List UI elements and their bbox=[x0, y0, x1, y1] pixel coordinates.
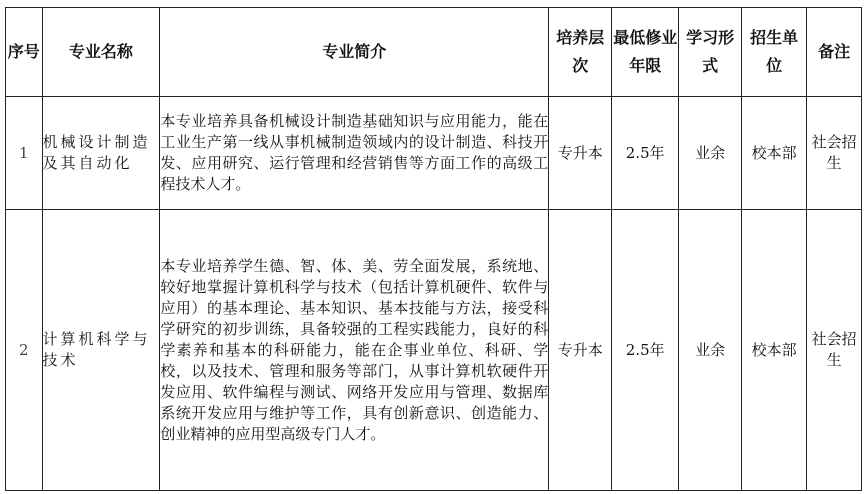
table-row bbox=[6, 210, 862, 491]
header-name: 专业名称 bbox=[42, 8, 160, 97]
header-row bbox=[6, 8, 862, 97]
cell-major-intro: 本专业培养学生德、智、体、美、劳全面发展，系统地、较好地掌握计算机科学与技术（包括计算机硬件、软件与应用）的基本理论、基本知识、基本技能与方法，接受科学研究的初步训练，具备较强的工程实践能力，良好的科学素养和基本的科研能力，能在企事业单位、科研、学校，以及技术、管理和服务等部门，从事计算机软硬件开发应用、软件编程与测试、网络开发应用与管理、数据库系统开发应用与维护等工作，具有创新意识、创造能力、创业精神的应用型高级专门人才。 bbox=[160, 210, 549, 491]
cell-seq: 2 bbox=[6, 210, 43, 491]
cell-years: 2.5年 bbox=[612, 97, 679, 210]
cell-level: 专升本 bbox=[549, 97, 612, 210]
cell-seq: 1 bbox=[6, 97, 43, 210]
header-intro: 专业简介 bbox=[160, 8, 549, 97]
header-level: 培养层次 bbox=[549, 8, 612, 97]
header-seq: 序号 bbox=[6, 8, 43, 97]
header-remark: 备注 bbox=[807, 8, 862, 97]
table-header bbox=[6, 8, 862, 97]
cell-mode: 业余 bbox=[679, 97, 742, 210]
cell-remark: 社会招生 bbox=[807, 97, 862, 210]
cell-unit: 校本部 bbox=[742, 97, 807, 210]
header-years: 最低修业年限 bbox=[612, 8, 679, 97]
cell-unit: 校本部 bbox=[742, 210, 807, 491]
header-unit: 招生单位 bbox=[742, 8, 807, 97]
table-body bbox=[6, 97, 862, 491]
majors-table bbox=[5, 7, 862, 491]
cell-major-intro: 本专业培养具备机械设计制造基础知识与应用能力，能在工业生产第一线从事机械制造领域内的设计制造、科技开发、应用研究、运行管理和经营销售等方面工作的高级工程技术人才。 bbox=[160, 97, 549, 210]
cell-years: 2.5年 bbox=[612, 210, 679, 491]
cell-major-name: 计算机科学与技术 bbox=[42, 210, 160, 491]
cell-mode: 业余 bbox=[679, 210, 742, 491]
table-row bbox=[6, 97, 862, 210]
cell-major-name: 机械设计制造及其自动化 bbox=[42, 97, 160, 210]
cell-level: 专升本 bbox=[549, 210, 612, 491]
cell-remark: 社会招生 bbox=[807, 210, 862, 491]
header-mode: 学习形式 bbox=[679, 8, 742, 97]
